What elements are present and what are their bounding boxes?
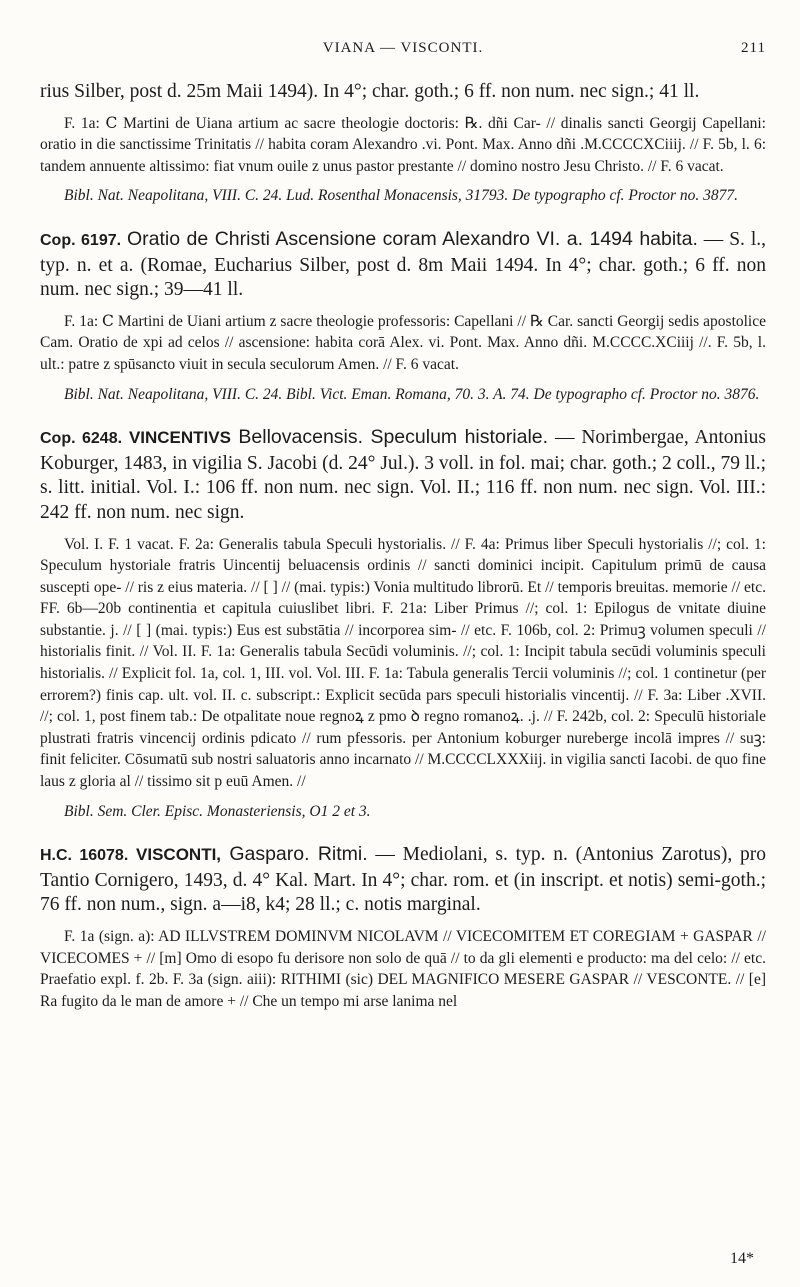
entry-head [40, 842, 766, 918]
page [40, 0, 766, 1032]
entry-title: Oratio de Christi Ascensione coram Alexandro VI. a. 1494 habita. [127, 227, 698, 250]
running-head [40, 40, 766, 80]
entry-description: F. 1a: Ⅽ Martini de Uiana artium ac sacre theologie doctoris: ℞. dñi Car- // dinalis sancti Georgij Capellani: oratio in die sanctissime Trinitatis // habita coram Alexandro .vi. Pont. Max. Anno dñi .M.CCCCXCiiij. // F. 5b, l. 6: tandem annuente altissimo: fiat vnum ouile z unus pastor prestante // domino nostro Jesu Christo. // F. 6 vacat. [40, 114, 766, 175]
signature-mark: 14* [730, 1250, 754, 1267]
entry-number: Cop. 6197. [40, 231, 122, 249]
entry-author: VINCENTIVS [128, 428, 231, 448]
entry-description: F. 1a (sign. a): AD ILLVSTREM DOMINVM NICOLAVM // VICECOMITEM ET COREGIAM + GASPAR // VICECOMES + // [m] Omo di esopo fu derisore non solo de quā // to da gli elementi e producto: ma del celo: // etc. Praefatio expl. f. 2b. F. 3a (sign. aiii): RITHIMI (sic) DEL MAGNIFICO MESERE GASPAR // VESCONTE. // [e] Ra fugito da le man de amore + // Che un tempo mi arse lanima nel [40, 928, 766, 1010]
entry-head [40, 227, 766, 303]
entry-author: VISCONTI, [136, 845, 222, 865]
entry-head [40, 425, 766, 525]
entry-cop-6197 [40, 227, 766, 405]
entry-bibliography: Bibl. Nat. Neapolitana, VIII. C. 24. Lud. Rosenthal Monacensis, 31793. De typographo cf. Proctor no. 3877. [64, 187, 739, 205]
entry-head: rius Silber, post d. 25m Maii 1494). In 4°; char. goth.; 6 ff. non num. nec sign.; 41 ll. [40, 81, 700, 102]
entry-hc-16078 [40, 842, 766, 1012]
entry-continuation [40, 80, 766, 207]
entry-description: Vol. I. F. 1 vacat. F. 2a: Generalis tabula Speculi hystorialis. // F. 4a: Primus liber Speculi hystorialis //; col. 1: Speculum hystoriale fratris Uincentij beluacensis ordinis // sancti dominici incipit. Capitulum primū de causa suscepti ope- // ris z eius materia. // [ ] // (mai. typis:) Vonia multitudo librorū. Et // temporis breuitas. memorie // etc. FF. 6b—20b continentia et capitula cuiuslibet libri. F. 21a: Liber Primus //; col. 1: Epilogus de vnitate diuine substantie. j. // [ ] (mai. typis:) Eus est substātia // incorporea sim- // etc. F. 106b, col. 2: Primuꝫ volumen speculi // historialis finit. // Vol. II. F. 1a: Generalis tabula Secūdi voluminis. //; col. 1: Incipit tabula secūdi voluminis speculi historialis. // Explicit fol. 1a, col. 1, III. vol. Vol. III. F. 1a: Tabula generalis Tercii voluminis //; col. 1 continetur (per errorem?) finis cap. ult. vol. II. c. subscript.: Explicit secūda pars speculi historialis vincentij. // F. 3a: Liber .XVII. //; col. 1, post finem tab.: De otpalitate noue regnoꝝ z pmo ꝺ regno romanoꝝ. .j. // F. 242b, col. 2: Speculū historiale plustrati fratris vincencij ordinis pdicato // rum pfessoris. per Antonium koburger nureberge incolā impres // suꝫ: finit feliciter. Cōsumatū sub nostri saluatoris anno incarnato // M.CCCCLXXXiij. in vigilia sancti Iacobi. de quo fine laus z gloria al // tissimo sit p euū Amen. // [40, 535, 766, 791]
entry-imprint: — Mediolani, s. typ. n. (Antonius Zarotus), pro Tantio Cornigero, 1493, d. 4° Kal. Mart. In 4°; char. rom. et (in inscript. et notis) semi-goth.; 76 ff. non num., sign. a—i8, k4; 28 ll.; c. notis marginal. [40, 844, 766, 916]
entry-bibliography: Bibl. Sem. Cler. Episc. Monasteriensis, O1 2 et 3. [64, 802, 371, 820]
entry-number: Cop. 6248. [40, 430, 123, 448]
entry-cop-6248 [40, 425, 766, 822]
entry-imprint: — S. l., typ. n. et a. (Romae, Eucharius Silber, post d. 8m Maii 1494. In 4°; char. goth.; 6 ff. non num. nec sign.; 39—41 ll. [40, 228, 767, 301]
entry-imprint: — Norimbergae, Antonius Koburger, 1483, in vigilia S. Jacobi (d. 24° Jul.). 3 voll. in fol. mai; char. goth.; 2 coll., 79 ll.; s. litt. initial. Vol. I.: 106 ff. non num. nec sign. Vol. II.; 116 ff. non num. nec sign. Vol. III.: 242 ff. non num. nec sign. [40, 427, 767, 523]
page-number: 211 [741, 40, 766, 56]
entry-description: F. 1a: Ⅽ Martini de Uiani artium z sacre theologie professoris: Capellani // ℞ Car. sancti Georgij sedis apostolice Cam. Oratio de xpi ad celos // ascensione: habita corā Alex. vi. Pont. Max. Anno dñi. M.CCCC.XCiiij //. F. 5b, l. ult.: patre z spūsancto viuit in secula seculorum Amen. // F. 6 vacat. [40, 312, 766, 373]
entry-number: H.C. 16078. [40, 847, 129, 865]
entry-title: Bellovacensis. Speculum historiale. [230, 426, 549, 449]
entry-bibliography: Bibl. Nat. Neapolitana, VIII. C. 24. Bibl. Vict. Eman. Romana, 70. 3. A. 74. De typographo cf. Proctor no. 3876. [64, 385, 760, 403]
running-head-title: VIANA — VISCONTI. [322, 40, 484, 56]
entry-title: Gasparo. Ritmi. [221, 843, 368, 866]
